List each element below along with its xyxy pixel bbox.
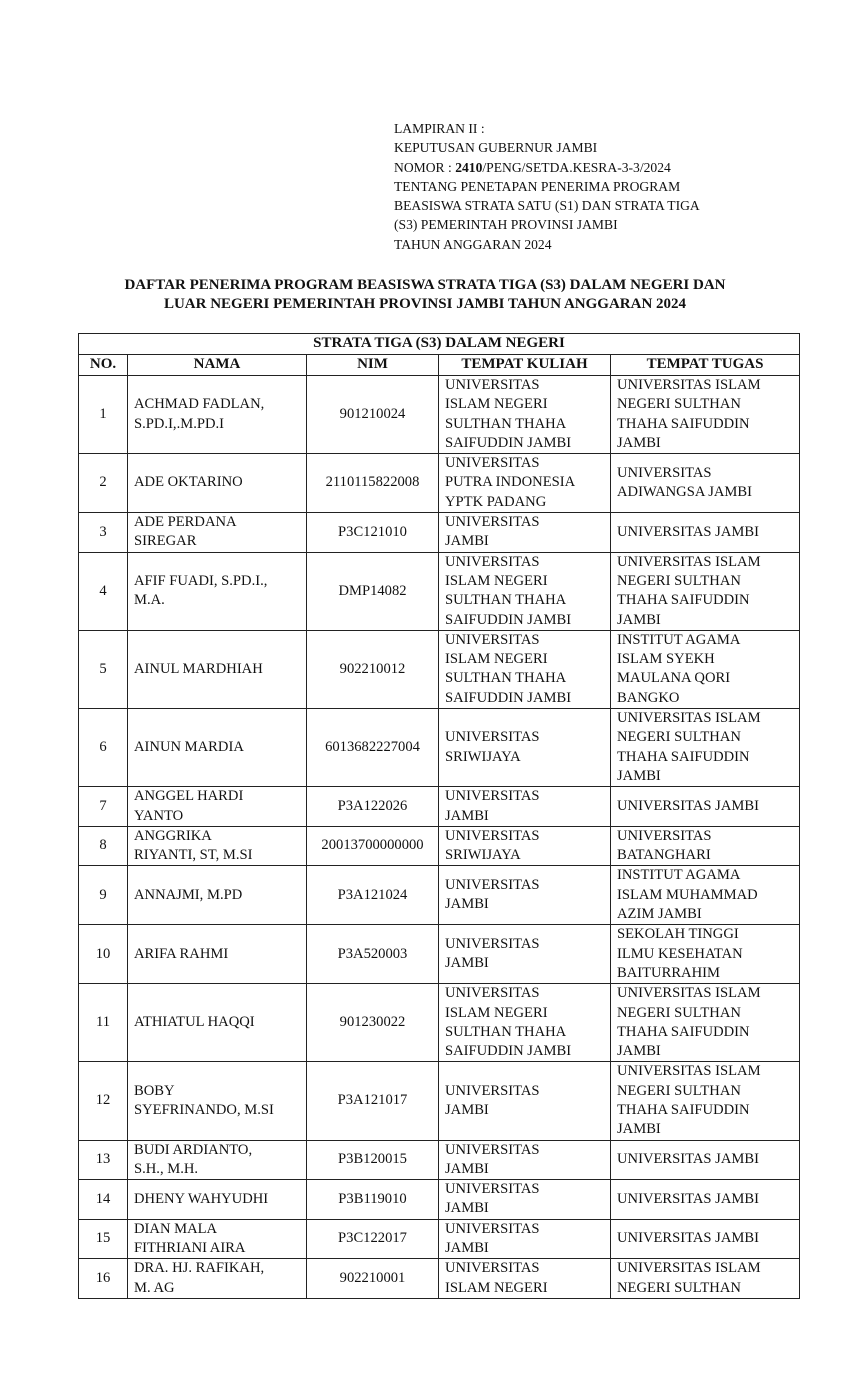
cell-tempat-kuliah-line: UNIVERSITAS: [445, 1260, 540, 1277]
decree-subject-1: TENTANG PENETAPAN PENERIMA PROGRAM: [394, 178, 681, 194]
cell-tempat-kuliah-line: UNIVERSITAS: [445, 729, 540, 746]
decree-subject-2: BEASISWA STRATA SATU (S1) DAN STRATA TIGA: [394, 198, 700, 214]
nomor-label: NOMOR :: [394, 159, 456, 175]
cell-tempat-tugas-line: BAITURRAHIM: [617, 964, 720, 981]
cell-tempat-kuliah-line: UNIVERSITAS: [445, 553, 540, 570]
cell-tempat-tugas-line: ADIWANGSA JAMBI: [617, 484, 752, 501]
cell-tempat-kuliah-line: JAMBI: [445, 1160, 489, 1177]
cell-nama-line: AINUN MARDIA: [134, 738, 244, 755]
col-nama: NAMA: [128, 355, 307, 376]
cell-nama: [128, 787, 307, 827]
cell-tempat-tugas-line: NEGERI SULTHAN: [617, 572, 741, 589]
table-row: [79, 454, 800, 513]
table-row: [79, 1219, 800, 1259]
cell-nim: 2110115822008: [307, 454, 439, 513]
cell-nama-line: S.H., M.H.: [134, 1160, 199, 1177]
cell-tempat-kuliah: [439, 826, 611, 866]
cell-tempat-kuliah-line: ISLAM NEGERI: [445, 1279, 548, 1296]
cell-tempat-kuliah: [439, 925, 611, 984]
cell-nama: [128, 1259, 307, 1299]
cell-tempat-kuliah-line: UNIVERSITAS: [445, 377, 540, 393]
cell-nama-line: AFIF FUADI, S.PD.I.,: [134, 572, 268, 589]
cell-tempat-tugas-line: UNIVERSITAS: [617, 464, 712, 481]
table-row: [79, 826, 800, 866]
cell-tempat-kuliah-line: JAMBI: [445, 1240, 489, 1257]
cell-nama: [128, 630, 307, 708]
cell-nim: P3A121024: [307, 866, 439, 925]
cell-tempat-tugas-line: INSTITUT AGAMA: [617, 867, 741, 884]
cell-tempat-kuliah-line: SULTHAN THAHA: [445, 415, 567, 432]
cell-nama-line: ADE OKTARINO: [134, 474, 243, 491]
cell-nim: P3A122026: [307, 787, 439, 827]
cell-tempat-tugas-line: INSTITUT AGAMA: [617, 631, 741, 648]
cell-tempat-kuliah: [439, 552, 611, 630]
cell-tempat-tugas: [611, 552, 800, 630]
cell-no: 16: [79, 1259, 128, 1299]
cell-nama-line: FITHRIANI AIRA: [134, 1240, 246, 1257]
cell-nim: P3C121010: [307, 513, 439, 553]
cell-no: 12: [79, 1062, 128, 1140]
cell-tempat-kuliah-line: SAIFUDDIN JAMBI: [445, 689, 572, 706]
cell-tempat-tugas-line: ISLAM SYEKH: [617, 651, 715, 668]
cell-tempat-tugas-line: NEGERI SULTHAN: [617, 1082, 741, 1099]
cell-tempat-kuliah-line: JAMBI: [445, 955, 489, 972]
cell-tempat-kuliah-line: ISLAM NEGERI: [445, 572, 548, 589]
cell-tempat-kuliah: [439, 513, 611, 553]
cell-tempat-kuliah-line: UNIVERSITAS: [445, 455, 540, 472]
cell-tempat-tugas-line: MAULANA QORI: [617, 670, 731, 687]
cell-no: 10: [79, 925, 128, 984]
cell-nama: [128, 1062, 307, 1140]
document-title: [60, 276, 790, 314]
cell-tempat-tugas-line: JAMBI: [617, 611, 661, 628]
cell-nama-line: DRA. HJ. RAFIKAH,: [134, 1260, 265, 1277]
cell-tempat-kuliah-line: SULTHAN THAHA: [445, 670, 567, 687]
section-header: STRATA TIGA (S3) DALAM NEGERI: [79, 334, 800, 355]
cell-no: 3: [79, 513, 128, 553]
cell-nama: [128, 1140, 307, 1180]
table-row: [79, 925, 800, 984]
decree-number: [394, 158, 700, 177]
cell-nama: [128, 513, 307, 553]
cell-nama-line: ARIFA RAHMI: [134, 945, 229, 962]
cell-tempat-tugas: [611, 925, 800, 984]
cell-nim: 901230022: [307, 984, 439, 1062]
cell-tempat-kuliah-line: JAMBI: [445, 896, 489, 913]
cell-tempat-kuliah-line: SULTHAN THAHA: [445, 1023, 567, 1040]
cell-tempat-tugas: [611, 984, 800, 1062]
cell-tempat-kuliah: [439, 454, 611, 513]
cell-tempat-tugas: [611, 376, 800, 454]
cell-nama-line: RIYANTI, ST, M.SI: [134, 847, 253, 864]
cell-tempat-tugas-line: UNIVERSITAS JAMBI: [617, 1230, 759, 1247]
cell-no: 11: [79, 984, 128, 1062]
cell-no: 2: [79, 454, 128, 513]
cell-tempat-tugas-line: AZIM JAMBI: [617, 906, 702, 923]
cell-nama-line: M. AG: [134, 1279, 175, 1296]
cell-tempat-tugas: [611, 866, 800, 925]
cell-nama-line: ACHMAD FADLAN,: [134, 396, 265, 413]
cell-tempat-kuliah-line: YPTK PADANG: [445, 493, 547, 510]
cell-nim: 901210024: [307, 376, 439, 454]
cell-nama: [128, 709, 307, 787]
title-line-1: DAFTAR PENERIMA PROGRAM BEASISWA STRATA TIGA (S3) DALAM NEGERI DAN: [124, 277, 726, 293]
cell-tempat-kuliah-line: UNIVERSITAS: [445, 1181, 540, 1198]
cell-tempat-tugas-line: UNIVERSITAS: [617, 827, 712, 844]
cell-tempat-tugas: [611, 1180, 800, 1220]
cell-tempat-tugas-line: THAHA SAIFUDDIN: [617, 415, 750, 432]
cell-nim: P3B119010: [307, 1180, 439, 1220]
cell-tempat-tugas-line: UNIVERSITAS ISLAM: [617, 710, 761, 727]
cell-tempat-tugas: [611, 826, 800, 866]
cell-nama: [128, 552, 307, 630]
cell-nama: [128, 1180, 307, 1220]
cell-tempat-kuliah-line: UNIVERSITAS: [445, 788, 540, 805]
cell-nama: [128, 984, 307, 1062]
cell-tempat-tugas: [611, 630, 800, 708]
cell-tempat-kuliah: [439, 1140, 611, 1180]
cell-nim: P3A520003: [307, 925, 439, 984]
cell-tempat-kuliah-line: UNIVERSITAS: [445, 827, 540, 844]
table-row: [79, 513, 800, 553]
cell-nim: 902210001: [307, 1259, 439, 1299]
cell-nama-line: M.A.: [134, 592, 165, 609]
cell-tempat-tugas-line: JAMBI: [617, 434, 661, 451]
table-row: [79, 984, 800, 1062]
cell-tempat-tugas-line: NEGERI SULTHAN: [617, 1279, 741, 1296]
cell-tempat-kuliah-line: ISLAM NEGERI: [445, 651, 548, 668]
cell-tempat-tugas-line: UNIVERSITAS ISLAM: [617, 985, 761, 1002]
decree-subject-3: (S3) PEMERINTAH PROVINSI JAMBI: [394, 217, 618, 233]
cell-no: 1: [79, 376, 128, 454]
cell-tempat-tugas-line: ISLAM MUHAMMAD: [617, 886, 758, 903]
cell-tempat-kuliah-line: UNIVERSITAS: [445, 1141, 540, 1158]
cell-tempat-tugas-line: UNIVERSITAS JAMBI: [617, 523, 759, 540]
cell-nama: [128, 866, 307, 925]
cell-tempat-kuliah-line: SRIWIJAYA: [445, 748, 521, 765]
cell-tempat-kuliah-line: UNIVERSITAS: [445, 1082, 540, 1099]
cell-tempat-tugas-line: THAHA SAIFUDDIN: [617, 748, 750, 765]
cell-tempat-tugas-line: ILMU KESEHATAN: [617, 945, 743, 962]
cell-nama-line: ATHIATUL HAQQI: [134, 1014, 255, 1031]
col-tempat-tugas: TEMPAT TUGAS: [611, 355, 800, 376]
cell-nama-line: BUDI ARDIANTO,: [134, 1141, 253, 1158]
cell-tempat-kuliah: [439, 1219, 611, 1259]
cell-tempat-tugas: [611, 1140, 800, 1180]
cell-nama-line: AINUL MARDHIAH: [134, 660, 263, 677]
table-row: [79, 1140, 800, 1180]
cell-no: 14: [79, 1180, 128, 1220]
cell-tempat-tugas-line: NEGERI SULTHAN: [617, 1004, 741, 1021]
cell-nim: P3A121017: [307, 1062, 439, 1140]
table-row: [79, 1180, 800, 1220]
cell-no: 6: [79, 709, 128, 787]
cell-tempat-tugas-line: UNIVERSITAS JAMBI: [617, 1190, 759, 1207]
decree-year: TAHUN ANGGARAN 2024: [394, 236, 552, 252]
cell-tempat-kuliah: [439, 376, 611, 454]
table-row: [79, 552, 800, 630]
col-nim: NIM: [307, 355, 439, 376]
cell-nama-line: YANTO: [134, 807, 184, 824]
cell-nama-line: ADE PERDANA: [134, 514, 237, 531]
cell-no: 13: [79, 1140, 128, 1180]
cell-tempat-kuliah-line: SAIFUDDIN JAMBI: [445, 611, 572, 628]
cell-tempat-tugas-line: UNIVERSITAS JAMBI: [617, 797, 759, 814]
cell-tempat-kuliah-line: JAMBI: [445, 1101, 489, 1118]
cell-tempat-tugas-line: UNIVERSITAS ISLAM: [617, 377, 761, 393]
cell-tempat-kuliah: [439, 984, 611, 1062]
cell-tempat-kuliah-line: PUTRA INDONESIA: [445, 474, 576, 491]
cell-tempat-kuliah-line: UNIVERSITAS: [445, 985, 540, 1002]
cell-tempat-kuliah-line: JAMBI: [445, 807, 489, 824]
cell-nama-line: ANGGRIKA: [134, 827, 212, 844]
cell-nama-line: DHENY WAHYUDHI: [134, 1190, 269, 1207]
cell-tempat-kuliah: [439, 1180, 611, 1220]
cell-nama: [128, 1219, 307, 1259]
cell-tempat-tugas-line: UNIVERSITAS JAMBI: [617, 1151, 759, 1168]
cell-nama-line: SIREGAR: [134, 533, 197, 550]
cell-tempat-tugas-line: BATANGHARI: [617, 847, 711, 864]
cell-tempat-kuliah: [439, 866, 611, 925]
cell-tempat-tugas-line: UNIVERSITAS ISLAM: [617, 553, 761, 570]
cell-nama-line: DIAN MALA: [134, 1220, 218, 1237]
cell-nama-line: ANNAJMI, M.PD: [134, 886, 243, 903]
table-row: [79, 376, 800, 454]
decree-issuer: KEPUTUSAN GUBERNUR JAMBI: [394, 140, 598, 156]
cell-nim: P3C122017: [307, 1219, 439, 1259]
cell-nim: 6013682227004: [307, 709, 439, 787]
recipients-table: [78, 333, 800, 1299]
cell-nama-line: SYEFRINANDO, M.SI: [134, 1101, 274, 1118]
cell-no: 8: [79, 826, 128, 866]
cell-tempat-kuliah-line: SAIFUDDIN JAMBI: [445, 1043, 572, 1060]
cell-nama-line: ANGGEL HARDI: [134, 788, 244, 805]
cell-tempat-kuliah-line: JAMBI: [445, 1200, 489, 1217]
lampiran-label: LAMPIRAN II :: [394, 121, 485, 136]
cell-tempat-tugas-line: NEGERI SULTHAN: [617, 396, 741, 413]
cell-nim: 20013700000000: [307, 826, 439, 866]
cell-tempat-tugas-line: UNIVERSITAS ISLAM: [617, 1063, 761, 1080]
nomor-rest: /PENG/SETDA.KESRA-3-3/2024: [482, 159, 671, 175]
cell-tempat-tugas-line: THAHA SAIFUDDIN: [617, 1023, 750, 1040]
cell-tempat-kuliah-line: UNIVERSITAS: [445, 514, 540, 531]
cell-no: 7: [79, 787, 128, 827]
cell-nama-line: BOBY: [134, 1082, 175, 1099]
cell-tempat-tugas: [611, 1219, 800, 1259]
cell-tempat-tugas: [611, 1259, 800, 1299]
cell-tempat-kuliah-line: UNIVERSITAS: [445, 877, 540, 894]
table-row: [79, 787, 800, 827]
cell-tempat-tugas-line: NEGERI SULTHAN: [617, 729, 741, 746]
cell-tempat-kuliah: [439, 630, 611, 708]
cell-no: 4: [79, 552, 128, 630]
cell-tempat-kuliah-line: SRIWIJAYA: [445, 847, 521, 864]
cell-tempat-kuliah-line: ISLAM NEGERI: [445, 1004, 548, 1021]
cell-tempat-kuliah-line: SULTHAN THAHA: [445, 592, 567, 609]
table-row: [79, 866, 800, 925]
cell-nim: P3B120015: [307, 1140, 439, 1180]
col-no: NO.: [79, 355, 128, 376]
cell-nama: [128, 826, 307, 866]
cell-nama: [128, 454, 307, 513]
cell-tempat-kuliah: [439, 1062, 611, 1140]
col-tempat-kuliah: TEMPAT KULIAH: [439, 355, 611, 376]
cell-nama: [128, 376, 307, 454]
cell-tempat-kuliah-line: ISLAM NEGERI: [445, 396, 548, 413]
cell-tempat-kuliah: [439, 1259, 611, 1299]
cell-no: 15: [79, 1219, 128, 1259]
cell-nim: DMP14082: [307, 552, 439, 630]
table-row: [79, 709, 800, 787]
cell-tempat-tugas: [611, 1062, 800, 1140]
cell-tempat-tugas-line: JAMBI: [617, 767, 661, 784]
nomor-bold: 2410: [455, 159, 483, 175]
lampiran-header: [394, 119, 700, 254]
cell-tempat-kuliah: [439, 787, 611, 827]
cell-tempat-tugas-line: THAHA SAIFUDDIN: [617, 1101, 750, 1118]
cell-tempat-tugas-line: UNIVERSITAS ISLAM: [617, 1260, 761, 1277]
cell-tempat-tugas-line: SEKOLAH TINGGI: [617, 926, 739, 943]
table-row: [79, 1259, 800, 1299]
title-line-2: LUAR NEGERI PEMERINTAH PROVINSI JAMBI TAHUN ANGGARAN 2024: [163, 296, 687, 312]
cell-tempat-tugas-line: JAMBI: [617, 1121, 661, 1138]
cell-tempat-tugas-line: BANGKO: [617, 689, 680, 706]
cell-tempat-tugas: [611, 787, 800, 827]
cell-tempat-kuliah: [439, 709, 611, 787]
cell-tempat-kuliah-line: SAIFUDDIN JAMBI: [445, 434, 572, 451]
cell-tempat-tugas: [611, 709, 800, 787]
cell-tempat-kuliah-line: UNIVERSITAS: [445, 1220, 540, 1237]
cell-nama-line: S.PD.I,.M.PD.I: [134, 415, 225, 432]
cell-tempat-kuliah-line: UNIVERSITAS: [445, 631, 540, 648]
cell-no: 9: [79, 866, 128, 925]
table-body: [79, 376, 800, 1299]
cell-tempat-kuliah-line: JAMBI: [445, 533, 489, 550]
table-row: [79, 1062, 800, 1140]
cell-tempat-tugas-line: THAHA SAIFUDDIN: [617, 592, 750, 609]
cell-nim: 902210012: [307, 630, 439, 708]
cell-tempat-kuliah-line: UNIVERSITAS: [445, 935, 540, 952]
table-row: [79, 630, 800, 708]
cell-tempat-tugas-line: JAMBI: [617, 1043, 661, 1060]
cell-tempat-tugas: [611, 454, 800, 513]
cell-tempat-tugas: [611, 513, 800, 553]
cell-nama: [128, 925, 307, 984]
cell-no: 5: [79, 630, 128, 708]
